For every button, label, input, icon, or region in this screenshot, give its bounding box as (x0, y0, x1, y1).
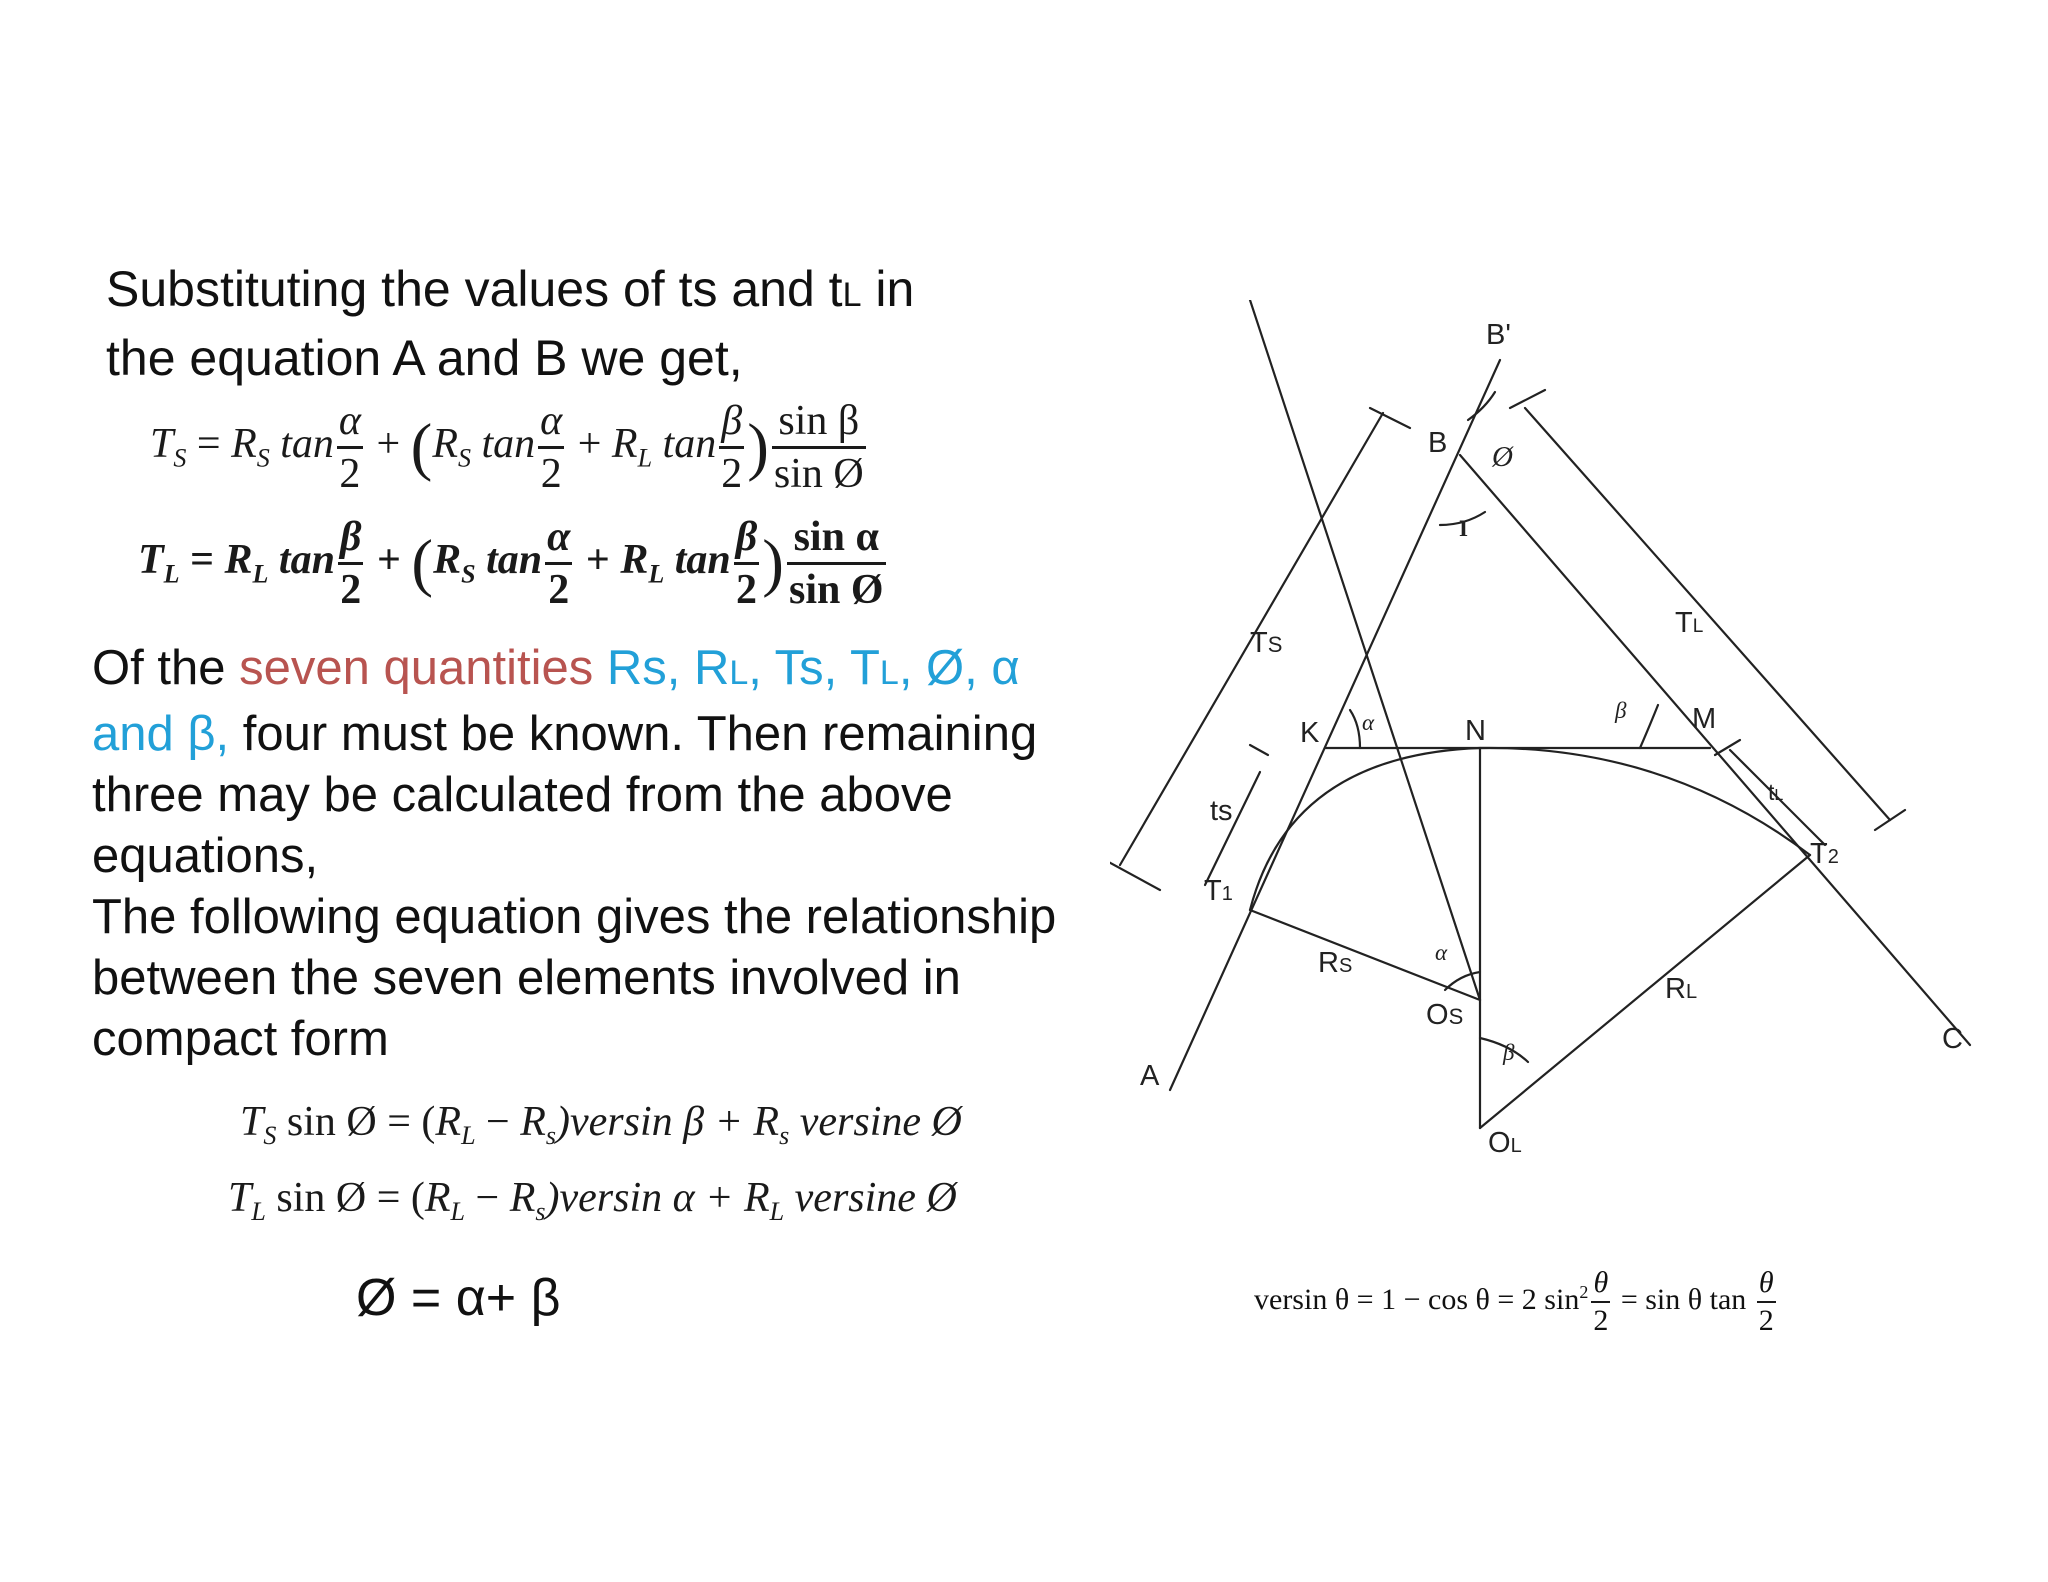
label-a: A (1140, 1060, 1160, 1092)
intro-line-2: the equation A and B we get, (106, 330, 743, 386)
label-c: C (1942, 1023, 1963, 1055)
label-b-prime: B' (1486, 319, 1511, 351)
dimension-tl (1525, 408, 1890, 820)
compound-curve (1250, 748, 1810, 910)
label-intersection-angle: I (1459, 516, 1468, 541)
highlight-seven-quantities: seven quantities (239, 641, 594, 695)
para-line-2: and β, four must be known. Then remaining (92, 707, 1038, 761)
label-tl-small: tL (1768, 779, 1784, 805)
para-line-1: Of the seven quantities Rs, RL, Ts, TL, Ø, α (92, 641, 1020, 695)
label-alpha-os: α (1435, 940, 1448, 965)
label-os: OS (1426, 999, 1464, 1031)
explanation-paragraph (92, 638, 1132, 1070)
label-rl: RL (1665, 973, 1698, 1005)
label-ol: OL (1488, 1127, 1522, 1159)
equation-ts: $T_S = R_S$ tan $\frac{\alpha}{2}$ + ($R_S$ tan $\frac{\alpha}{2}$ + $R_L$ tan $\frac{\beta}{2}$ ) $\frac{\text{sin β}}{\text{sin Ø}}$ (150, 398, 864, 497)
equation-ts-sin: $T_S$ sin Ø = $(R_L - R_s)versin$ $\beta + R_s$ versine Ø (240, 1099, 962, 1151)
para-line-5: The following equation gives the relationship (92, 890, 1057, 944)
label-alpha: α (1362, 710, 1375, 735)
intro-line-1: Substituting the values of ts and tL in (106, 261, 915, 317)
label-t2: T2 (1810, 838, 1839, 870)
para-line-7: compact form (92, 1012, 389, 1066)
tangent-line-ab (1170, 360, 1500, 1090)
label-n: N (1465, 715, 1486, 747)
label-beta-ol: β (1503, 1040, 1515, 1065)
compound-curve-diagram (1110, 300, 2020, 1180)
equation-versine-identity: versin θ = 1 − cos θ = 2 $\sin^2$ $\frac{\theta}{2}$ = sin θ tan $\frac{\theta}{2}$ (1254, 1266, 1774, 1337)
label-phi: Ø (1492, 441, 1513, 473)
equation-phi: Ø = α+ β (356, 1269, 561, 1327)
para-line-6: between the seven elements involved in (92, 951, 961, 1005)
radius-t1-os (1250, 300, 1480, 1000)
radius-t2-ol (1480, 855, 1810, 1128)
label-m: M (1692, 703, 1717, 735)
para-line-4: equations, (92, 829, 319, 883)
label-b: B (1428, 427, 1448, 459)
equation-tl-sin: $T_L$ sin Ø = $(R_L - R_s)versin$ $\alpha + R_L$ versine Ø (228, 1175, 957, 1227)
label-ts: TS (1250, 627, 1283, 659)
label-beta: β (1615, 698, 1627, 723)
equation-tl: $T_L = R_L$ tan $\frac{\beta}{2}$ + ($R_S$ tan $\frac{\alpha}{2}$ + $R_L$ tan $\frac{\beta}{2}$ ) $\frac{\text{sin α}}{\text{sin Ø}}$ (138, 514, 884, 613)
label-k: K (1300, 717, 1320, 749)
label-rs: RS (1318, 947, 1353, 979)
label-tl: TL (1675, 607, 1704, 639)
para-line-3: three may be calculated from the above (92, 768, 953, 822)
label-ts-small: ts (1210, 795, 1233, 827)
dimension-ts-small (1205, 772, 1260, 885)
intro-text (106, 258, 986, 390)
label-t1: T1 (1204, 875, 1233, 907)
